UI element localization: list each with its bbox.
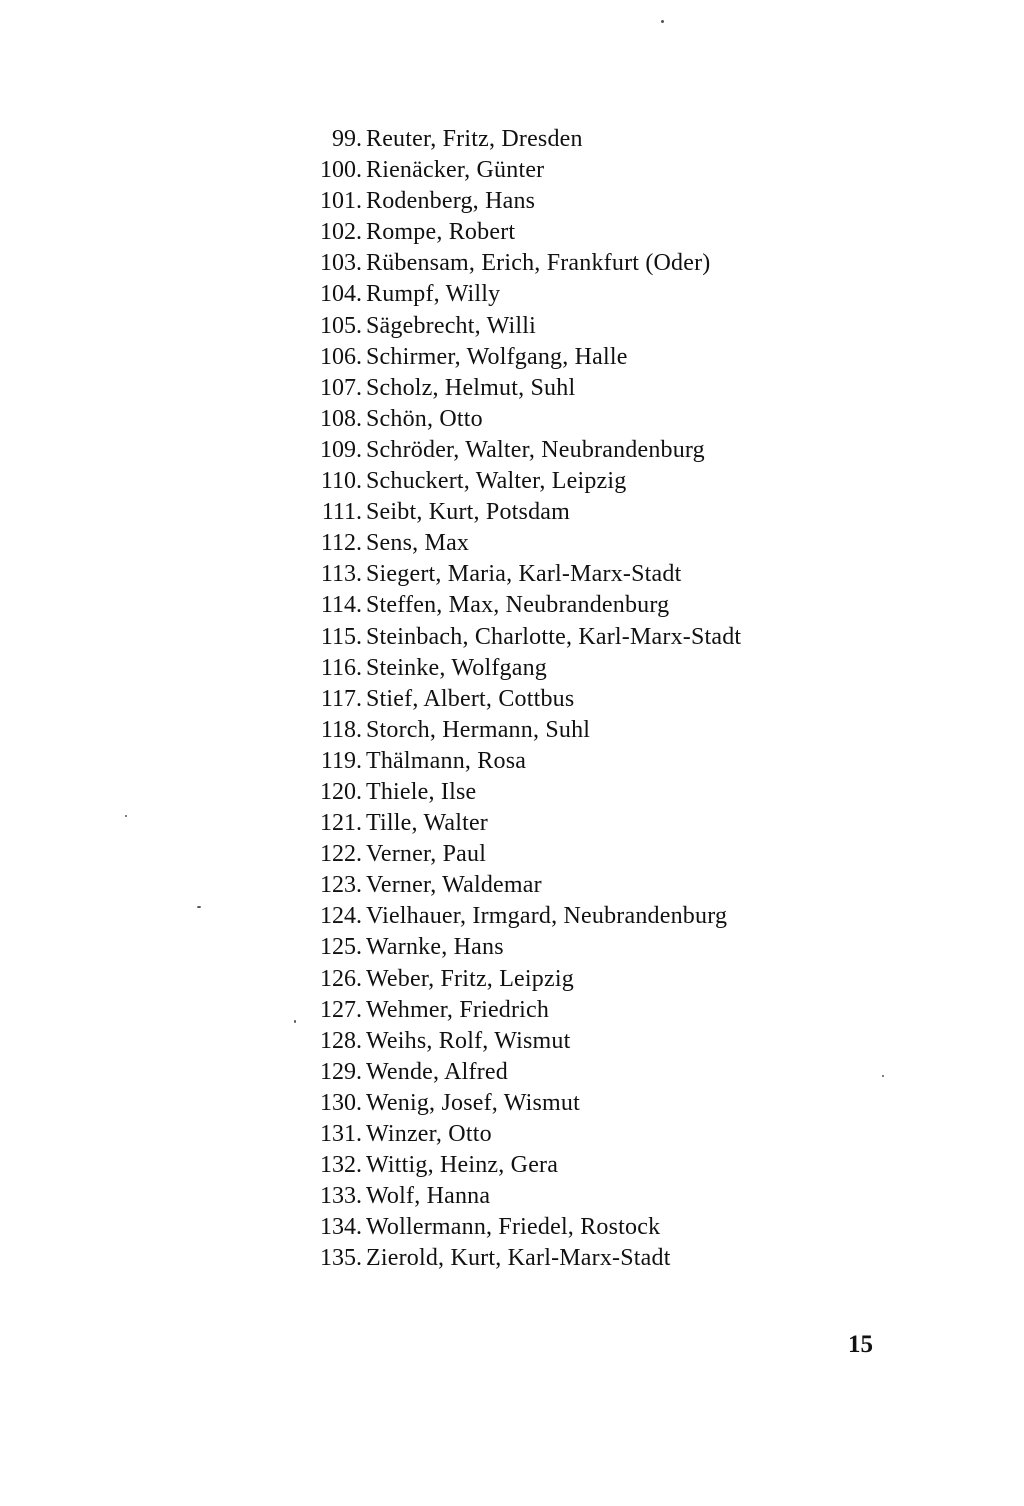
list-item (300, 1212, 741, 1243)
entry-name: Reuter, Fritz, Dresden (366, 126, 583, 152)
list-item (300, 279, 741, 310)
list-item (300, 1243, 741, 1274)
entry-number: 128. (320, 1027, 362, 1054)
entry-number: 113. (320, 561, 362, 588)
entry-number: 108. (320, 405, 362, 432)
entry-name: Verner, Paul (366, 841, 487, 868)
entry-number: 123. (320, 872, 362, 899)
scan-speck (882, 1075, 884, 1077)
entry-name: Schön, Otto (366, 405, 483, 432)
list-item (300, 777, 741, 808)
list-item (300, 653, 741, 684)
entry-number: 118. (320, 716, 362, 743)
entry-name: Weber, Fritz, Leipzig (366, 965, 574, 992)
entry-number: 112. (320, 530, 362, 557)
entry-name: Sägebrecht, Willi (366, 312, 536, 339)
list-item (300, 622, 741, 653)
name-list (300, 124, 741, 1274)
entry-name: Scholz, Helmut, Suhl (366, 374, 576, 401)
entry-number: 122. (320, 841, 362, 868)
entry-number: 116. (320, 654, 362, 681)
entry-name: Rübensam, Erich, Frankfurt (Oder) (366, 250, 711, 277)
entry-name: Wittig, Heinz, Gera (366, 1152, 559, 1179)
entry-number: 130. (320, 1089, 362, 1116)
list-item (300, 466, 741, 497)
list-item (300, 1181, 741, 1212)
list-item (300, 217, 741, 248)
entry-name: Winzer, Otto (366, 1121, 492, 1147)
list-item (300, 901, 741, 932)
entry-number: 103. (320, 250, 362, 277)
entry-name: Sens, Max (366, 530, 470, 557)
entry-number: 135. (320, 1245, 362, 1272)
list-item (300, 528, 741, 559)
entry-name: Siegert, Maria, Karl-Marx-Stadt (366, 561, 682, 588)
entry-number: 120. (320, 778, 362, 805)
list-item (300, 1026, 741, 1057)
list-item (300, 1150, 741, 1181)
entry-name: Warnke, Hans (366, 934, 504, 961)
entry-name: Wehmer, Friedrich (366, 996, 550, 1023)
entry-name: Wollermann, Friedel, Rostock (366, 1214, 661, 1241)
list-item (300, 155, 741, 186)
entry-name: Weihs, Rolf, Wismut (366, 1027, 571, 1054)
list-item (300, 808, 741, 839)
entry-name: Schirmer, Wolfgang, Halle (366, 343, 628, 370)
list-item (300, 995, 741, 1026)
scan-speck (125, 815, 127, 817)
entry-name: Tille, Walter (366, 810, 489, 837)
entry-number: 100. (320, 157, 362, 184)
page-number: 15 (848, 1331, 873, 1358)
list-item (300, 715, 741, 746)
entry-name: Wende, Alfred (366, 1058, 508, 1085)
list-item (300, 932, 741, 963)
list-item (300, 404, 741, 435)
entry-number: 102. (320, 219, 362, 246)
list-item (300, 964, 741, 995)
entry-number: 125. (320, 934, 362, 961)
entry-name: Stief, Albert, Cottbus (366, 685, 575, 712)
entry-name: Steinke, Wolfgang (366, 654, 547, 681)
entry-number: 119. (320, 747, 362, 774)
entry-name: Steinbach, Charlotte, Karl-Marx-Stadt (366, 623, 742, 650)
list-item (300, 497, 741, 528)
entry-number: 105. (320, 312, 362, 339)
entry-name: Rumpf, Willy (366, 281, 501, 308)
list-item (300, 684, 741, 715)
entry-number: 99. (332, 126, 362, 152)
entry-name: Schuckert, Walter, Leipzig (366, 468, 627, 495)
entry-name: Rompe, Robert (366, 219, 516, 246)
entry-number: 110. (320, 468, 362, 495)
entry-name: Vielhauer, Irmgard, Neubrandenburg (366, 903, 728, 930)
entry-name: Rienäcker, Günter (366, 157, 545, 184)
list-item (300, 1119, 741, 1150)
scan-speck (197, 906, 201, 908)
list-item (300, 746, 741, 777)
list-item (300, 248, 741, 279)
entry-number: 132. (320, 1152, 362, 1179)
list-item (300, 311, 741, 342)
list-item (300, 839, 741, 870)
entry-number: 134. (320, 1214, 362, 1241)
entry-name: Storch, Hermann, Suhl (366, 716, 591, 743)
entry-name: Thiele, Ilse (366, 778, 477, 805)
entry-number: 104. (320, 281, 362, 308)
list-item (300, 1057, 741, 1088)
entry-number: 101. (320, 188, 362, 215)
list-item (300, 559, 741, 590)
entry-number: 109. (320, 436, 362, 463)
list-item (300, 435, 741, 466)
entry-name: Wenig, Josef, Wismut (366, 1089, 580, 1116)
entry-number: 111. (321, 499, 362, 526)
entry-name: Wolf, Hanna (366, 1183, 491, 1210)
list-item (300, 1088, 741, 1119)
list-item (300, 342, 741, 373)
entry-number: 114. (320, 592, 362, 619)
scan-speck (661, 20, 664, 23)
entry-number: 126. (320, 965, 362, 992)
list-item (300, 870, 741, 901)
entry-number: 117. (320, 685, 362, 712)
list-item (300, 186, 741, 217)
list-item (300, 124, 741, 155)
entry-name: Zierold, Kurt, Karl-Marx-Stadt (366, 1245, 671, 1272)
entry-name: Seibt, Kurt, Potsdam (366, 499, 571, 526)
entry-name: Thälmann, Rosa (366, 747, 527, 774)
entry-number: 124. (320, 903, 362, 930)
entry-name: Verner, Waldemar (366, 872, 542, 899)
entry-number: 131. (320, 1121, 362, 1147)
entry-number: 107. (320, 374, 362, 401)
entry-name: Schröder, Walter, Neubrandenburg (366, 436, 705, 463)
list-item (300, 373, 741, 404)
entry-name: Steffen, Max, Neubrandenburg (366, 592, 670, 619)
entry-number: 115. (320, 623, 362, 650)
entry-number: 133. (320, 1183, 362, 1210)
entry-number: 106. (320, 343, 362, 370)
entry-number: 127. (320, 996, 362, 1023)
entry-name: Rodenberg, Hans (366, 188, 536, 215)
entry-number: 129. (320, 1058, 362, 1085)
scan-speck (294, 1020, 296, 1023)
entry-number: 121. (320, 810, 362, 837)
list-item (300, 590, 741, 621)
